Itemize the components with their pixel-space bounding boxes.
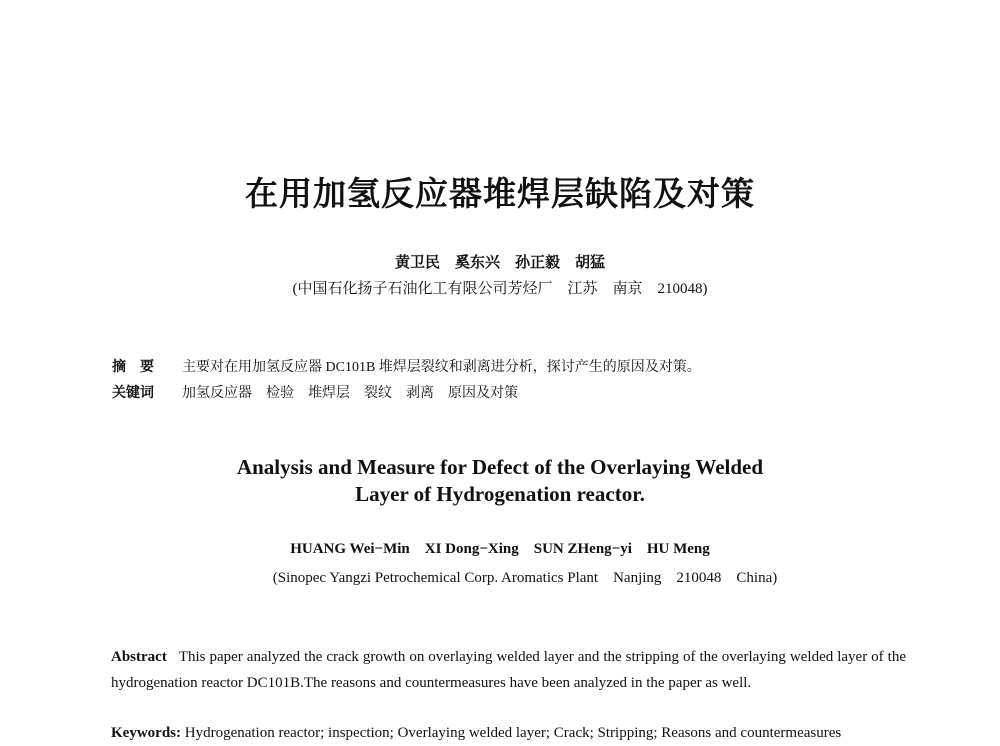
- chinese-keywords: [112, 382, 518, 402]
- english-keywords-text: Hydrogenation reactor; inspection; Overlaying welded layer; Crack; Stripping; Reasons and countermeasures: [184, 725, 842, 741]
- english-abstract: [111, 644, 906, 696]
- english-title-line-2: Layer of Hydrogenation reactor.: [355, 482, 645, 506]
- chinese-keywords-label: 关键词: [112, 386, 154, 401]
- english-abstract-label: Abstract: [111, 649, 167, 665]
- chinese-abstract-text: 主要对在用加氢反应器 DC101B 堆焊层裂纹和剥离进分析，探讨产生的原因及对策。: [182, 360, 701, 375]
- chinese-affiliation: (中国石化扬子石油化工有限公司芳烃厂 江苏 南京 210048): [292, 281, 708, 297]
- english-affiliation: (Sinopec Yangzi Petrochemical Corp. Aromatics Plant Nanjing 210048 China): [272, 570, 778, 586]
- chinese-keywords-text: 加氢反应器 检验 堆焊层 裂纹 剥离 原因及对策: [182, 386, 518, 401]
- english-abstract-text: This paper analyzed the crack growth on overlaying welded layer and the stripping of the overlaying welded layer of the hydrogenation reactor DC101B.The reasons and countermeasures have been analyzed in the paper as well.: [111, 649, 906, 691]
- english-title: [0, 454, 1000, 508]
- english-title-line-1: Analysis and Measure for Defect of the Overlaying Welded: [236, 455, 764, 479]
- english-keywords: [111, 720, 906, 746]
- english-keywords-label: Keywords:: [111, 725, 181, 741]
- chinese-abstract: [112, 356, 701, 376]
- english-authors: HUANG Wei−Min XI Dong−Xing SUN ZHeng−yi HU Meng: [290, 541, 710, 557]
- chinese-authors: 黄卫民 奚东兴 孙正毅 胡猛: [394, 255, 605, 271]
- chinese-title: 在用加氢反应器堆焊层缺陷及对策: [245, 177, 755, 213]
- chinese-abstract-label: 摘 要: [112, 360, 154, 375]
